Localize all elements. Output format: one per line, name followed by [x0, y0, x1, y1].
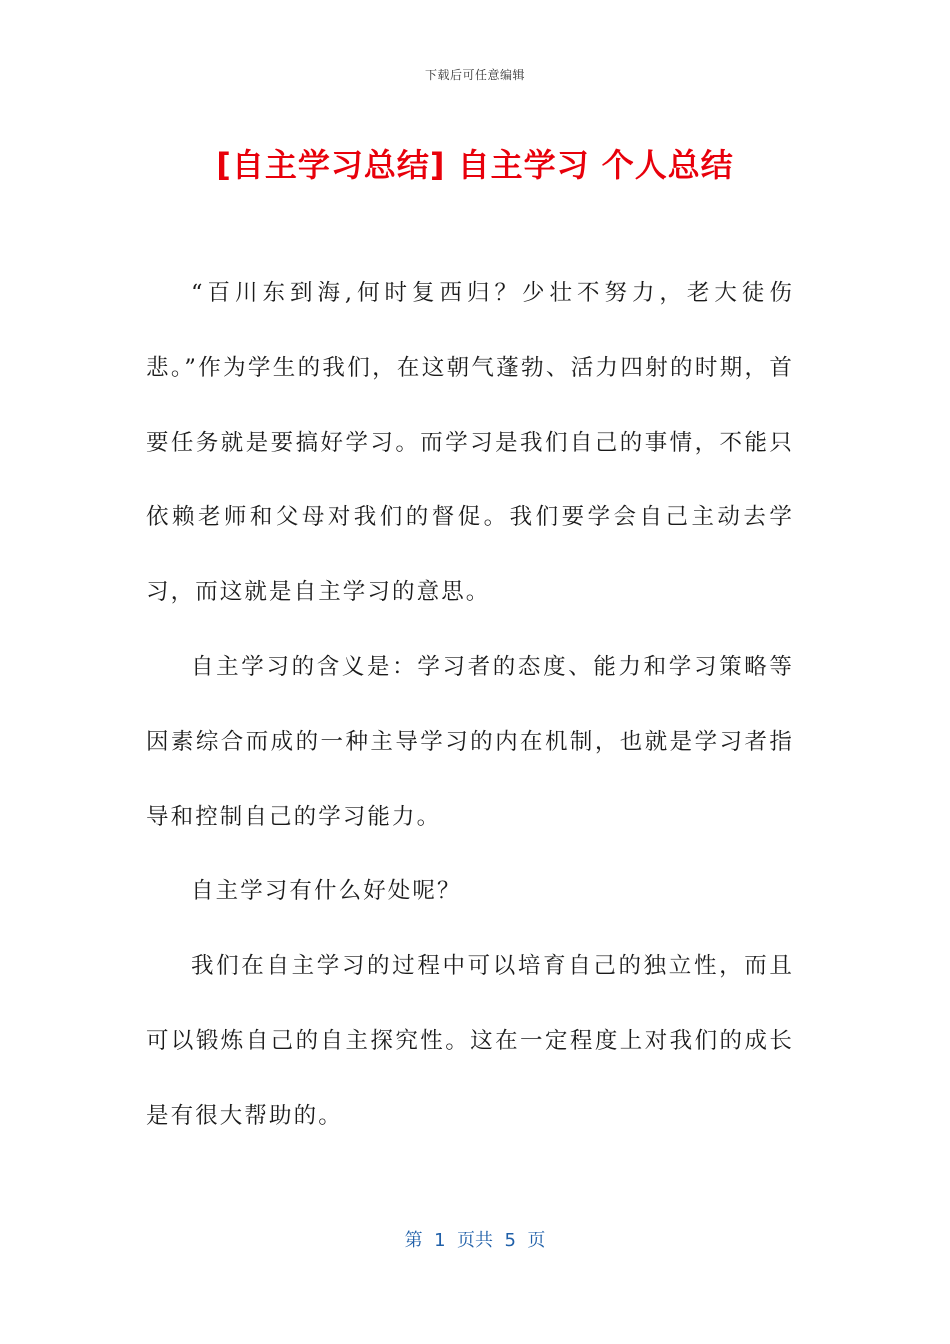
document-body — [146, 256, 794, 1154]
page-number-footer: 第 1 页共 5 页 — [404, 1230, 546, 1251]
header-note: 下载后可任意编辑 — [424, 68, 525, 82]
paragraph: 自主学习的含义是：学习者的态度、能力和学习策略等因素综合而成的一种主导学习的内在机制，也就是学习者指导和控制自己的学习能力。 — [146, 653, 794, 830]
paragraph: 自主学习有什么好处呢？ — [191, 878, 462, 905]
document-title: [自主学习总结] 自主学习 个人总结 — [216, 146, 734, 184]
paragraph: “百川东到海,何时复西归？少壮不努力，老大徒伤悲。”作为学生的我们，在这朝气蓬勃、活力四射的时期，首要任务就是要搞好学习。而学习是我们自己的事情，不能只依赖老师和父母对我们的督促。我们要学会自己主动去学习，而这就是自主学习的意思。 — [146, 280, 794, 606]
paragraph: 我们在自主学习的过程中可以培育自己的独立性，而且可以锻炼自己的自主探究性。这在一定程度上对我们的成长是有很大帮助的。 — [146, 953, 794, 1129]
